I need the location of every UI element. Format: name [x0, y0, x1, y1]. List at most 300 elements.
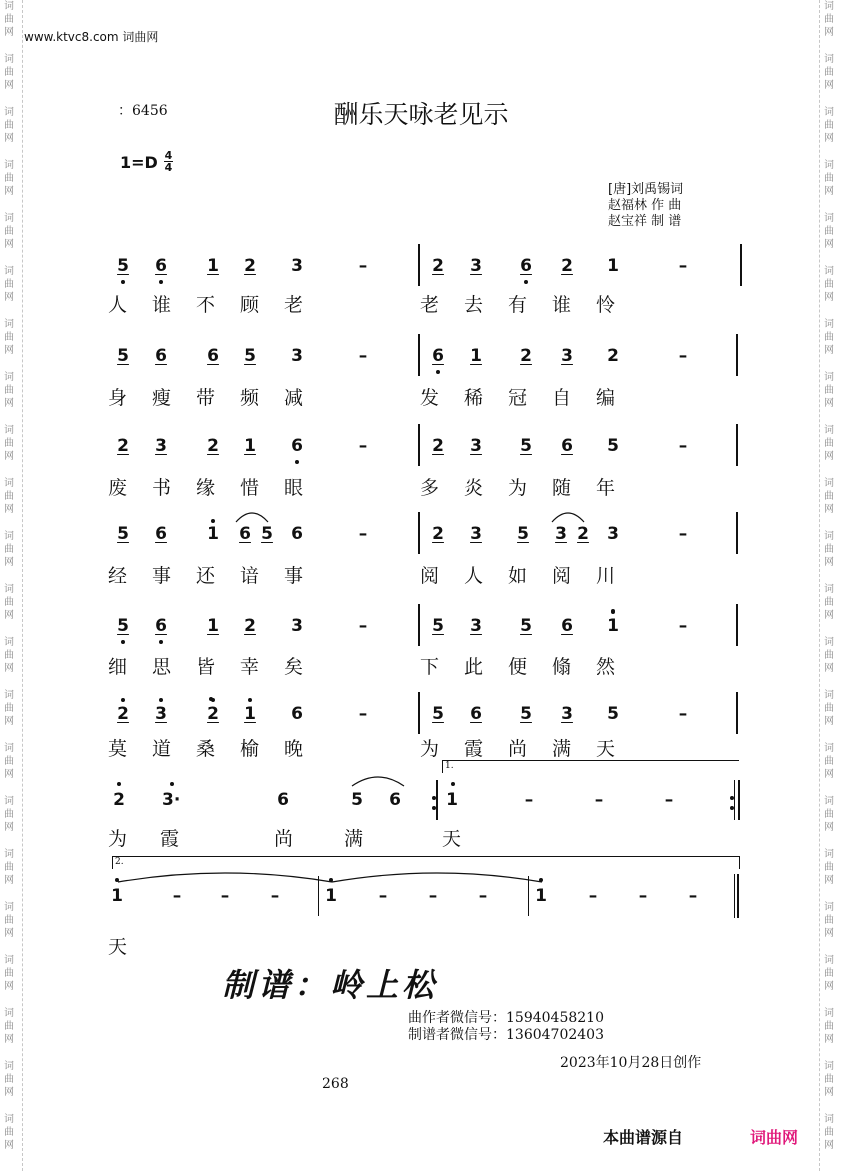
lyric-char: 人 [464, 565, 484, 587]
watermark-char: 词 [824, 743, 834, 754]
watermark-char: 曲 [4, 332, 14, 343]
lyric-char: 发 [420, 387, 440, 409]
volta-label: 2. [115, 857, 124, 867]
jianpu-note: 6 [155, 346, 167, 366]
watermark-char: 网 [4, 451, 14, 462]
volta-label: 1. [445, 761, 454, 771]
time-signature-top: 4 [164, 149, 173, 162]
barline [418, 424, 420, 466]
watermark-gap [824, 463, 838, 477]
jianpu-note: – [678, 436, 688, 456]
jianpu-note: 6 [277, 790, 289, 810]
watermark-char: 曲 [824, 915, 834, 926]
watermark-char: 网 [824, 557, 834, 568]
watermark-char: 网 [4, 504, 14, 515]
watermark-gap [824, 251, 838, 265]
watermark-gap [824, 39, 838, 53]
jianpu-note: 5 [607, 704, 619, 724]
page-title: 酬乐天咏老见示 [333, 100, 509, 129]
lyric-char: 榆 [240, 738, 260, 760]
lyric-char: 幸 [240, 656, 260, 678]
watermark-char: 网 [4, 1087, 14, 1098]
watermark-char: 曲 [824, 173, 834, 184]
watermark-char: 词 [824, 584, 834, 595]
watermark-char: 网 [824, 80, 834, 91]
jianpu-note: 3 [607, 524, 619, 544]
watermark-char: 曲 [4, 120, 14, 131]
jianpu-note: 2 [207, 436, 219, 456]
watermark-char: 网 [4, 345, 14, 356]
credit-lyricist: [唐]刘禹锡词 [608, 182, 684, 197]
watermark-char: 曲 [4, 597, 14, 608]
watermark-char: 网 [824, 398, 834, 409]
octave-dot [451, 782, 455, 786]
octave-dot [730, 806, 734, 810]
watermark-char: 曲 [824, 1127, 834, 1138]
watermark-char: 网 [4, 398, 14, 409]
side-watermark-left [0, 0, 23, 1171]
watermark-char: 曲 [4, 650, 14, 661]
lyric-char: 不 [196, 294, 216, 316]
watermark-gap [824, 940, 838, 954]
lyric-char: 随 [552, 477, 572, 499]
credit-composer: 赵福林 作 曲 [608, 198, 682, 213]
jianpu-note: – [678, 704, 688, 724]
watermark-gap [4, 304, 18, 318]
watermark-char: 网 [824, 610, 834, 621]
jianpu-note: 5 [117, 616, 129, 636]
jianpu-note: 6 [291, 436, 303, 456]
watermark-char: 词 [4, 1114, 14, 1125]
watermark-gap [4, 675, 18, 689]
jianpu-note: 6 [520, 256, 532, 276]
octave-dot [436, 370, 440, 374]
watermark-char: 词 [824, 478, 834, 489]
watermark-char: 网 [824, 1087, 834, 1098]
watermark-gap [4, 463, 18, 477]
jianpu-note: – [220, 886, 230, 906]
jianpu-note: 2 [607, 346, 619, 366]
watermark-gap [4, 251, 18, 265]
lyric-char: 人 [108, 294, 128, 316]
jianpu-note: 2 [117, 704, 129, 724]
lyric-char: 年 [596, 477, 616, 499]
page-number: 268 [322, 1076, 349, 1092]
watermark-char: 曲 [4, 756, 14, 767]
octave-dot [121, 698, 125, 702]
lyric-char: 此 [464, 656, 484, 678]
barline [418, 244, 420, 286]
watermark-char: 网 [824, 27, 834, 38]
jianpu-note: 3 [555, 524, 567, 544]
watermark-gap [4, 728, 18, 742]
barline [734, 874, 735, 918]
jianpu-note: – [428, 886, 438, 906]
watermark-gap [824, 1152, 838, 1166]
slur-tie [118, 868, 332, 884]
jianpu-note: – [358, 616, 368, 636]
jianpu-note: – [358, 346, 368, 366]
lyric-char: 晚 [284, 738, 304, 760]
watermark-char: 曲 [4, 226, 14, 237]
watermark-gap [824, 834, 838, 848]
lyric-char: 道 [152, 738, 172, 760]
watermark-gap [4, 834, 18, 848]
watermark-char: 网 [824, 504, 834, 515]
watermark-char: 词 [824, 1061, 834, 1072]
watermark-char: 词 [824, 796, 834, 807]
slur-tie [332, 868, 542, 884]
octave-dot [159, 280, 163, 284]
barline [318, 876, 319, 916]
watermark-char: 词 [824, 902, 834, 913]
jianpu-note: 1 [607, 256, 619, 276]
jianpu-note: – [270, 886, 280, 906]
watermark-char: 曲 [824, 120, 834, 131]
watermark-char: 曲 [824, 544, 834, 555]
lyric-char: 川 [596, 565, 616, 587]
jianpu-note: – [678, 346, 688, 366]
jianpu-note: – [358, 256, 368, 276]
jianpu-note: 1 [607, 616, 619, 636]
barline [418, 692, 420, 734]
jianpu-note: 5 [117, 346, 129, 366]
watermark-gap [4, 569, 18, 583]
watermark-char: 词 [4, 107, 14, 118]
composer-wechat: 曲作者微信号：15940458210 [408, 1010, 604, 1026]
watermark-char: 词 [4, 690, 14, 701]
time-signature [164, 150, 173, 173]
watermark-char: 词 [824, 319, 834, 330]
watermark-char: 词 [4, 1008, 14, 1019]
watermark-char: 网 [824, 186, 834, 197]
jianpu-note: 5 [432, 616, 444, 636]
lyric-char: 桑 [196, 738, 216, 760]
watermark-char: 网 [4, 716, 14, 727]
lyric-char: 身 [108, 387, 128, 409]
watermark-char: 词 [4, 637, 14, 648]
watermark-char: 曲 [4, 544, 14, 555]
lyric-char: 阅 [552, 565, 572, 587]
watermark-char: 词 [4, 849, 14, 860]
watermark-char: 曲 [824, 332, 834, 343]
lyric-char: 皆 [196, 656, 216, 678]
jianpu-note: 2 [244, 616, 256, 636]
jianpu-note: – [678, 524, 688, 544]
lyric-char: 事 [152, 565, 172, 587]
watermark-gap [4, 940, 18, 954]
watermark-char: 词 [4, 584, 14, 595]
lyric-char: 细 [108, 656, 128, 678]
watermark-gap [824, 1099, 838, 1113]
watermark-char: 网 [824, 663, 834, 674]
watermark-char: 曲 [4, 14, 14, 25]
watermark-gap [4, 198, 18, 212]
watermark-char: 曲 [824, 650, 834, 661]
lyric-char: 霞 [160, 828, 180, 850]
barline [736, 512, 738, 554]
site-url-header[interactable]: www.ktvc8.com 词曲网 [24, 30, 159, 44]
watermark-char: 网 [4, 875, 14, 886]
arranger-signature: 制谱：岭上松 [222, 966, 439, 1004]
slur-tie [552, 508, 584, 524]
lyric-char: 废 [108, 477, 128, 499]
jianpu-note: 6 [291, 704, 303, 724]
watermark-char: 曲 [824, 1074, 834, 1085]
watermark-char: 曲 [824, 703, 834, 714]
watermark-char: 网 [824, 716, 834, 727]
jianpu-note: 5 [432, 704, 444, 724]
watermark-gap [4, 622, 18, 636]
jianpu-note: 6 [470, 704, 482, 724]
lyric-char: 霞 [464, 738, 484, 760]
watermark-char: 曲 [824, 862, 834, 873]
lyric-char: 带 [196, 387, 216, 409]
jianpu-note: 1 [244, 436, 256, 456]
lyric-char: 炎 [464, 477, 484, 499]
barline [734, 780, 735, 820]
watermark-char: 词 [4, 796, 14, 807]
jianpu-note: 3 [561, 346, 573, 366]
jianpu-note: 1 [244, 704, 256, 724]
watermark-char: 曲 [824, 756, 834, 767]
octave-dot [209, 697, 213, 701]
jianpu-note: 3 [291, 256, 303, 276]
watermark-gap [4, 145, 18, 159]
slur-tie [236, 508, 268, 524]
watermark-char: 网 [824, 133, 834, 144]
watermark-char: 词 [824, 531, 834, 542]
jianpu-note: 1 [470, 346, 482, 366]
watermark-char: 网 [4, 557, 14, 568]
lyric-char: 有 [508, 294, 528, 316]
watermark-char: 网 [824, 451, 834, 462]
watermark-char: 曲 [824, 438, 834, 449]
jianpu-note: – [358, 704, 368, 724]
watermark-char: 词 [824, 1008, 834, 1019]
watermark-char: 网 [824, 292, 834, 303]
watermark-char: 网 [4, 27, 14, 38]
lyric-char: 减 [284, 387, 304, 409]
watermark-char: 曲 [4, 703, 14, 714]
watermark-char: 词 [4, 213, 14, 224]
lyric-char: 怜 [596, 294, 616, 316]
barline [736, 424, 738, 466]
jianpu-note: 1 [535, 886, 547, 906]
watermark-char: 网 [4, 981, 14, 992]
lyric-char: 天 [108, 936, 128, 958]
volta-bracket-1 [442, 760, 739, 773]
watermark-char: 词 [824, 955, 834, 966]
watermark-gap [4, 516, 18, 530]
jianpu-note: 2 [117, 436, 129, 456]
lyric-char: 眼 [284, 477, 304, 499]
lyric-char: 满 [344, 828, 364, 850]
watermark-char: 词 [4, 160, 14, 171]
watermark-char: 网 [4, 133, 14, 144]
octave-dot [159, 698, 163, 702]
octave-dot [524, 280, 528, 284]
jianpu-note: 2 [520, 346, 532, 366]
watermark-char: 词 [824, 690, 834, 701]
watermark-char: 词 [824, 425, 834, 436]
lyric-char: 冠 [508, 387, 528, 409]
watermark-gap [824, 357, 838, 371]
watermark-char: 曲 [4, 173, 14, 184]
lyric-char: 稀 [464, 387, 484, 409]
lyric-char: 瘦 [152, 387, 172, 409]
watermark-gap [4, 1046, 18, 1060]
lyric-char: 多 [420, 477, 440, 499]
jianpu-note: 5 [520, 704, 532, 724]
watermark-char: 曲 [4, 915, 14, 926]
jianpu-note: 5 [244, 346, 256, 366]
jianpu-note: – [678, 616, 688, 636]
watermark-char: 曲 [824, 491, 834, 502]
jianpu-note: – [524, 790, 534, 810]
watermark-char: 网 [824, 822, 834, 833]
watermark-char: 曲 [824, 809, 834, 820]
watermark-char: 曲 [4, 491, 14, 502]
barline [740, 244, 742, 286]
watermark-char: 曲 [4, 385, 14, 396]
lyric-char: 满 [552, 738, 572, 760]
lyric-char: 去 [464, 294, 484, 316]
jianpu-note: 1 [207, 524, 219, 544]
octave-dot [248, 698, 252, 702]
watermark-char: 词 [824, 107, 834, 118]
jianpu-note: 1 [111, 886, 123, 906]
barline [738, 780, 740, 820]
watermark-gap [824, 622, 838, 636]
watermark-char: 网 [4, 769, 14, 780]
watermark-gap [824, 1046, 838, 1060]
watermark-char: 网 [824, 1034, 834, 1045]
watermark-char: 曲 [4, 1021, 14, 1032]
lyric-char: 书 [152, 477, 172, 499]
lyric-char: 思 [152, 656, 172, 678]
watermark-char: 曲 [4, 1127, 14, 1138]
lyric-char: 下 [420, 656, 440, 678]
jianpu-note: – [358, 524, 368, 544]
credits [608, 182, 683, 230]
watermark-char: 词 [4, 1, 14, 12]
lyric-char: 事 [284, 565, 304, 587]
jianpu-note: 3 [561, 704, 573, 724]
watermark-char: 网 [824, 981, 834, 992]
watermark-gap [824, 516, 838, 530]
watermark-char: 词 [4, 531, 14, 542]
watermark-char: 曲 [4, 862, 14, 873]
octave-dot [295, 460, 299, 464]
jianpu-note: 3 [470, 524, 482, 544]
jianpu-note: 6 [155, 616, 167, 636]
lyric-char: 为 [420, 738, 440, 760]
lyric-char: 谁 [552, 294, 572, 316]
octave-dot [170, 782, 174, 786]
jianpu-note: – [664, 790, 674, 810]
jianpu-note: 6 [389, 790, 401, 810]
octave-dot [611, 609, 615, 613]
barline [528, 876, 529, 916]
lyric-char: 然 [596, 656, 616, 678]
jianpu-note: 6 [207, 346, 219, 366]
watermark-char: 词 [4, 266, 14, 277]
watermark-char: 词 [824, 160, 834, 171]
watermark-gap [824, 198, 838, 212]
watermark-char: 网 [4, 663, 14, 674]
lyric-char: 翛 [552, 656, 572, 678]
jianpu-note: 6 [432, 346, 444, 366]
watermark-char: 网 [4, 928, 14, 939]
lyric-char: 尚 [274, 828, 294, 850]
lyric-char: 顾 [240, 294, 260, 316]
time-signature-bottom: 4 [164, 161, 173, 174]
jianpu-note: – [678, 256, 688, 276]
watermark-char: 词 [824, 637, 834, 648]
jianpu-note: – [588, 886, 598, 906]
watermark-char: 曲 [4, 67, 14, 78]
barline [737, 874, 739, 918]
watermark-gap [824, 781, 838, 795]
key-signature: 1=D [120, 153, 158, 172]
jianpu-note: 5 [520, 616, 532, 636]
lyric-char: 阅 [420, 565, 440, 587]
side-watermark-right [819, 0, 842, 1171]
jianpu-note: 5 [351, 790, 363, 810]
jianpu-note: 2 [113, 790, 125, 810]
lyric-char: 谁 [152, 294, 172, 316]
watermark-char: 词 [4, 478, 14, 489]
jianpu-note: 1 [446, 790, 458, 810]
watermark-gap [824, 887, 838, 901]
watermark-char: 曲 [4, 1074, 14, 1085]
octave-dot [211, 519, 215, 523]
watermark-char: 词 [4, 425, 14, 436]
watermark-gap [824, 728, 838, 742]
watermark-char: 曲 [4, 438, 14, 449]
watermark-char: 曲 [824, 279, 834, 290]
watermark-char: 网 [824, 769, 834, 780]
barline [736, 604, 738, 646]
watermark-gap [4, 1099, 18, 1113]
watermark-char: 词 [824, 849, 834, 860]
jianpu-note: 3 [470, 436, 482, 456]
jianpu-note: – [378, 886, 388, 906]
jianpu-note: – [638, 886, 648, 906]
watermark-char: 网 [824, 345, 834, 356]
watermark-char: 词 [4, 1061, 14, 1072]
lyric-char: 尚 [508, 738, 528, 760]
jianpu-note: 5 [261, 524, 273, 544]
watermark-char: 词 [824, 1114, 834, 1125]
jianpu-note: 2 [244, 256, 256, 276]
lyric-char: 莫 [108, 738, 128, 760]
jianpu-note: 6 [155, 524, 167, 544]
watermark-char: 曲 [4, 968, 14, 979]
lyric-char: 天 [442, 828, 462, 850]
watermark-gap [4, 781, 18, 795]
jianpu-note: 6 [561, 616, 573, 636]
lyric-char: 便 [508, 656, 528, 678]
source-brand-link[interactable]: 词曲网 [750, 1128, 799, 1147]
watermark-gap [824, 145, 838, 159]
lyric-char: 矣 [284, 656, 304, 678]
jianpu-note: 2 [432, 524, 444, 544]
watermark-char: 曲 [824, 14, 834, 25]
lyric-char: 还 [196, 565, 216, 587]
barline [418, 604, 420, 646]
